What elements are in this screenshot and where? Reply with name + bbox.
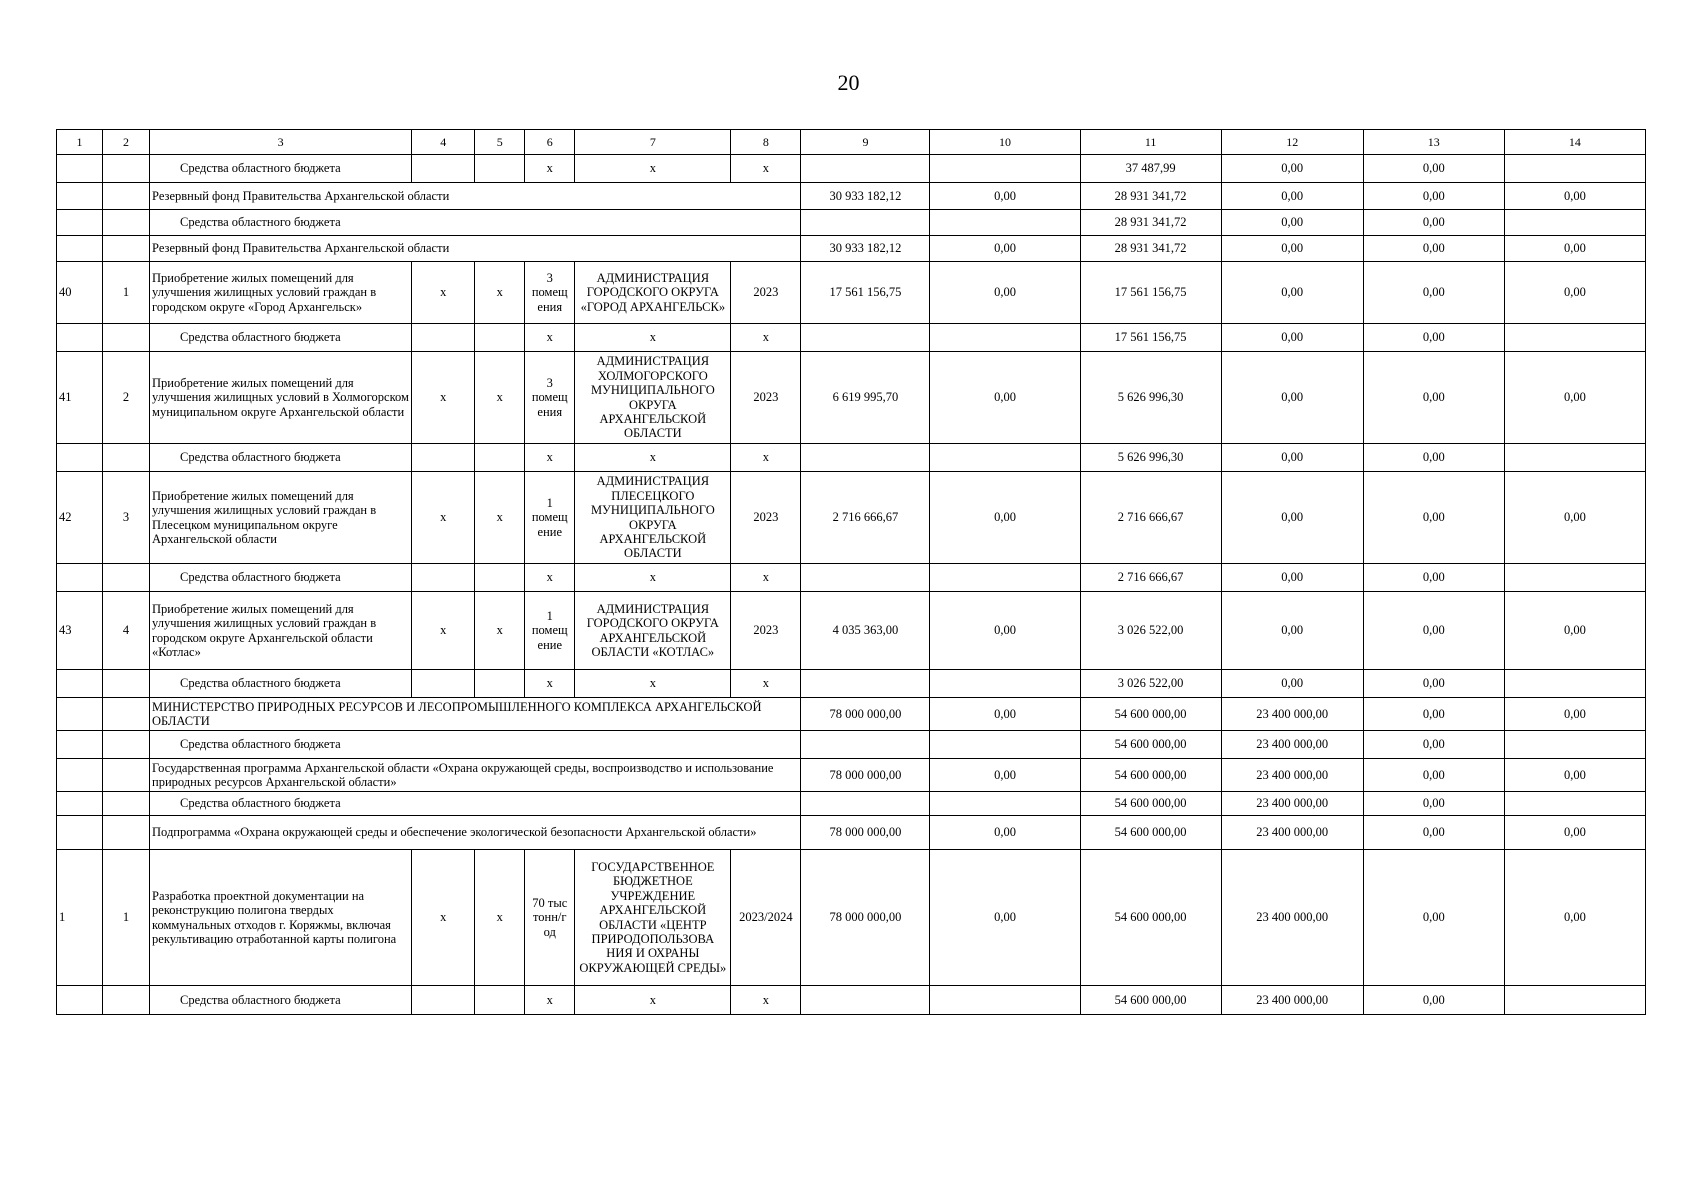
executor-cell: х (575, 155, 731, 183)
amount-cell: 0,00 (1504, 816, 1645, 850)
year-cell: х (731, 155, 801, 183)
sub-number: 4 (103, 592, 150, 670)
amount-cell (930, 792, 1080, 816)
year-cell: х (731, 564, 801, 592)
amount-cell: 23 400 000,00 (1221, 850, 1363, 986)
amount-cell: 0,00 (1221, 670, 1363, 698)
amount-cell: 54 600 000,00 (1080, 986, 1221, 1015)
amount-cell: 0,00 (1504, 759, 1645, 792)
cell-empty (57, 324, 103, 352)
cell-x: х (412, 262, 475, 324)
item-description: Приобретение жилых помещений для улучшения жилищных условий граждан в Плесецком муниципальном округе Архангельской области (150, 472, 412, 564)
cell-x: х (475, 352, 525, 444)
amount-cell (1504, 444, 1645, 472)
amount-cell: 2 716 666,67 (801, 472, 930, 564)
executor-cell: х (575, 324, 731, 352)
amount-cell (930, 986, 1080, 1015)
table-row (57, 850, 1646, 986)
page-number: 20 (837, 70, 860, 95)
amount-cell: 0,00 (1363, 324, 1504, 352)
amount-cell (801, 210, 930, 236)
cell-x: х (475, 262, 525, 324)
cell-empty (412, 564, 475, 592)
cell-empty (57, 564, 103, 592)
amount-cell (930, 670, 1080, 698)
column-number: 13 (1363, 130, 1504, 155)
cell-empty (103, 324, 150, 352)
amount-cell (801, 155, 930, 183)
amount-cell (801, 444, 930, 472)
year-cell: 2023 (731, 262, 801, 324)
amount-cell (1504, 324, 1645, 352)
column-number: 11 (1080, 130, 1221, 155)
table-row (57, 352, 1646, 444)
amount-cell: 0,00 (1221, 444, 1363, 472)
executor-cell: х (575, 564, 731, 592)
cell-empty (475, 986, 525, 1015)
amount-cell: 5 626 996,30 (1080, 352, 1221, 444)
amount-cell: 2 716 666,67 (1080, 472, 1221, 564)
executor-cell: ГОСУДАРСТВЕННОЕ БЮДЖЕТНОЕ УЧРЕЖДЕНИЕ АРХАНГЕЛЬСКОЙ ОБЛАСТИ «ЦЕНТР ПРИРОДОПОЛЬЗОВА НИЯ И ОХРАНЫ ОКРУЖАЮЩЕЙ СРЕДЫ» (575, 850, 731, 986)
item-description: Приобретение жилых помещений для улучшения жилищных условий граждан в городском округе Архангельской области «Котлас» (150, 592, 412, 670)
cell-empty (57, 986, 103, 1015)
amount-cell (930, 444, 1080, 472)
group-title: Резервный фонд Правительства Архангельской области (150, 236, 801, 262)
amount-cell: 0,00 (1504, 352, 1645, 444)
amount-cell: 0,00 (1363, 816, 1504, 850)
amount-cell: 17 561 156,75 (1080, 262, 1221, 324)
cell-empty (57, 759, 103, 792)
cell-empty (103, 670, 150, 698)
amount-cell (930, 564, 1080, 592)
cell-empty (103, 816, 150, 850)
amount-cell: 0,00 (1221, 155, 1363, 183)
capacity-cell: х (525, 324, 575, 352)
amount-cell: 3 026 522,00 (1080, 592, 1221, 670)
amount-cell: 23 400 000,00 (1221, 759, 1363, 792)
cell-empty (57, 670, 103, 698)
table-row (57, 986, 1646, 1015)
amount-cell (930, 155, 1080, 183)
funding-source-label: Средства областного бюджета (150, 670, 412, 698)
table-row (57, 155, 1646, 183)
cell-empty (412, 155, 475, 183)
table-row (57, 236, 1646, 262)
executor-cell: АДМИНИСТРАЦИЯ ГОРОДСКОГО ОКРУГА «ГОРОД АРХАНГЕЛЬСК» (575, 262, 731, 324)
table-row (57, 792, 1646, 816)
amount-cell: 0,00 (1363, 352, 1504, 444)
cell-empty (103, 698, 150, 731)
year-cell: х (731, 986, 801, 1015)
amount-cell: 23 400 000,00 (1221, 792, 1363, 816)
amount-cell: 3 026 522,00 (1080, 670, 1221, 698)
column-number-row (57, 130, 1646, 155)
capacity-cell: 70 тыс тонн/г од (525, 850, 575, 986)
sub-number: 3 (103, 472, 150, 564)
amount-cell: 17 561 156,75 (801, 262, 930, 324)
capacity-cell: 1 помещ ение (525, 592, 575, 670)
amount-cell: 0,00 (1221, 236, 1363, 262)
amount-cell: 78 000 000,00 (801, 759, 930, 792)
year-cell: х (731, 444, 801, 472)
amount-cell (930, 731, 1080, 759)
amount-cell: 0,00 (1363, 262, 1504, 324)
capacity-cell: 1 помещ ение (525, 472, 575, 564)
cell-empty (57, 444, 103, 472)
cell-empty (103, 986, 150, 1015)
row-number: 42 (57, 472, 103, 564)
cell-empty (57, 210, 103, 236)
amount-cell: 0,00 (930, 352, 1080, 444)
table-row (57, 210, 1646, 236)
executor-cell: х (575, 444, 731, 472)
year-cell: х (731, 324, 801, 352)
funding-source-label: Средства областного бюджета (150, 986, 412, 1015)
amount-cell: 6 619 995,70 (801, 352, 930, 444)
amount-cell: 0,00 (1504, 262, 1645, 324)
amount-cell: 0,00 (1504, 592, 1645, 670)
funding-source-label: Средства областного бюджета (150, 731, 801, 759)
cell-x: х (412, 352, 475, 444)
amount-cell: 4 035 363,00 (801, 592, 930, 670)
capacity-cell: х (525, 670, 575, 698)
table-row (57, 262, 1646, 324)
amount-cell (1504, 670, 1645, 698)
amount-cell: 37 487,99 (1080, 155, 1221, 183)
column-number: 1 (57, 130, 103, 155)
sub-number: 1 (103, 262, 150, 324)
cell-empty (57, 698, 103, 731)
table-row (57, 564, 1646, 592)
cell-empty (57, 731, 103, 759)
cell-empty (103, 564, 150, 592)
capacity-cell: 3 помещ ения (525, 262, 575, 324)
amount-cell: 0,00 (1504, 698, 1645, 731)
column-number: 10 (930, 130, 1080, 155)
row-number: 40 (57, 262, 103, 324)
funding-source-label: Средства областного бюджета (150, 444, 412, 472)
amount-cell: 0,00 (930, 236, 1080, 262)
cell-empty (475, 564, 525, 592)
column-number: 14 (1504, 130, 1645, 155)
cell-empty (57, 816, 103, 850)
amount-cell: 0,00 (1221, 262, 1363, 324)
amount-cell: 0,00 (930, 759, 1080, 792)
amount-cell: 0,00 (930, 698, 1080, 731)
group-title: МИНИСТЕРСТВО ПРИРОДНЫХ РЕСУРСОВ И ЛЕСОПРОМЫШЛЕННОГО КОМПЛЕКСА АРХАНГЕЛЬСКОЙ ОБЛАСТИ (150, 698, 801, 731)
column-number: 9 (801, 130, 930, 155)
column-number: 3 (150, 130, 412, 155)
amount-cell: 0,00 (1504, 183, 1645, 210)
table-row (57, 759, 1646, 792)
budget-table (56, 129, 1646, 1015)
amount-cell (1504, 155, 1645, 183)
amount-cell: 78 000 000,00 (801, 816, 930, 850)
cell-x: х (475, 592, 525, 670)
amount-cell (1504, 792, 1645, 816)
amount-cell (801, 792, 930, 816)
table-row (57, 592, 1646, 670)
funding-source-label: Средства областного бюджета (150, 792, 801, 816)
amount-cell (801, 324, 930, 352)
executor-cell: х (575, 986, 731, 1015)
amount-cell: 0,00 (1363, 155, 1504, 183)
year-cell: х (731, 670, 801, 698)
amount-cell: 0,00 (1363, 792, 1504, 816)
funding-source-label: Средства областного бюджета (150, 324, 412, 352)
amount-cell: 0,00 (930, 816, 1080, 850)
cell-x: х (412, 472, 475, 564)
amount-cell: 0,00 (1221, 564, 1363, 592)
amount-cell: 23 400 000,00 (1221, 731, 1363, 759)
column-number: 5 (475, 130, 525, 155)
amount-cell: 54 600 000,00 (1080, 759, 1221, 792)
cell-empty (412, 324, 475, 352)
sub-number: 1 (103, 850, 150, 986)
column-number: 6 (525, 130, 575, 155)
amount-cell: 0,00 (1363, 670, 1504, 698)
amount-cell: 0,00 (930, 183, 1080, 210)
capacity-cell: х (525, 155, 575, 183)
column-number: 4 (412, 130, 475, 155)
amount-cell: 2 716 666,67 (1080, 564, 1221, 592)
amount-cell: 0,00 (930, 592, 1080, 670)
amount-cell (1504, 731, 1645, 759)
executor-cell: АДМИНИСТРАЦИЯ ГОРОДСКОГО ОКРУГА АРХАНГЕЛЬСКОЙ ОБЛАСТИ «КОТЛАС» (575, 592, 731, 670)
amount-cell: 54 600 000,00 (1080, 698, 1221, 731)
amount-cell (801, 564, 930, 592)
sub-number: 2 (103, 352, 150, 444)
amount-cell: 0,00 (1363, 759, 1504, 792)
cell-x: х (475, 472, 525, 564)
amount-cell: 0,00 (1363, 472, 1504, 564)
cell-empty (103, 183, 150, 210)
amount-cell: 0,00 (1363, 986, 1504, 1015)
amount-cell: 0,00 (1221, 472, 1363, 564)
amount-cell: 5 626 996,30 (1080, 444, 1221, 472)
amount-cell: 0,00 (1221, 592, 1363, 670)
amount-cell: 28 931 341,72 (1080, 210, 1221, 236)
cell-empty (475, 155, 525, 183)
amount-cell: 0,00 (1363, 698, 1504, 731)
table-row (57, 444, 1646, 472)
column-number: 7 (575, 130, 731, 155)
amount-cell: 23 400 000,00 (1221, 986, 1363, 1015)
amount-cell (930, 210, 1080, 236)
cell-empty (475, 324, 525, 352)
cell-empty (57, 236, 103, 262)
amount-cell: 30 933 182,12 (801, 236, 930, 262)
funding-source-label: Средства областного бюджета (150, 210, 801, 236)
group-title: Резервный фонд Правительства Архангельской области (150, 183, 801, 210)
amount-cell: 0,00 (1363, 850, 1504, 986)
amount-cell: 78 000 000,00 (801, 850, 930, 986)
cell-empty (57, 183, 103, 210)
item-description: Разработка проектной документации на реконструкцию полигона твердых коммунальных отходов г. Коряжмы, включая рекультивацию отработанной карты полигона (150, 850, 412, 986)
item-description: Приобретение жилых помещений для улучшения жилищных условий граждан в городском округе «Город Архангельск» (150, 262, 412, 324)
amount-cell: 23 400 000,00 (1221, 816, 1363, 850)
executor-cell: АДМИНИСТРАЦИЯ ПЛЕСЕЦКОГО МУНИЦИПАЛЬНОГО ОКРУГА АРХАНГЕЛЬСКОЙ ОБЛАСТИ (575, 472, 731, 564)
cell-x: х (412, 850, 475, 986)
column-number: 8 (731, 130, 801, 155)
amount-cell: 0,00 (1221, 324, 1363, 352)
cell-x: х (475, 850, 525, 986)
cell-empty (103, 236, 150, 262)
amount-cell (801, 670, 930, 698)
amount-cell (801, 731, 930, 759)
cell-empty (103, 759, 150, 792)
capacity-cell: х (525, 986, 575, 1015)
table-row (57, 731, 1646, 759)
cell-empty (412, 670, 475, 698)
amount-cell (1504, 986, 1645, 1015)
cell-empty (412, 986, 475, 1015)
amount-cell (1504, 564, 1645, 592)
capacity-cell: х (525, 564, 575, 592)
amount-cell: 54 600 000,00 (1080, 850, 1221, 986)
column-number: 2 (103, 130, 150, 155)
amount-cell: 0,00 (1504, 236, 1645, 262)
cell-empty (57, 792, 103, 816)
group-title: Государственная программа Архангельской области «Охрана окружающей среды, воспроизводство и использование природных ресурсов Архангельской области» (150, 759, 801, 792)
executor-cell: х (575, 670, 731, 698)
cell-empty (103, 444, 150, 472)
amount-cell (930, 324, 1080, 352)
year-cell: 2023 (731, 352, 801, 444)
table-row (57, 183, 1646, 210)
amount-cell (801, 986, 930, 1015)
funding-source-label: Средства областного бюджета (150, 155, 412, 183)
amount-cell: 0,00 (1363, 592, 1504, 670)
amount-cell: 78 000 000,00 (801, 698, 930, 731)
amount-cell: 54 600 000,00 (1080, 792, 1221, 816)
amount-cell: 23 400 000,00 (1221, 698, 1363, 731)
cell-empty (103, 731, 150, 759)
amount-cell: 0,00 (930, 472, 1080, 564)
amount-cell: 54 600 000,00 (1080, 816, 1221, 850)
row-number: 1 (57, 850, 103, 986)
amount-cell: 0,00 (1363, 183, 1504, 210)
cell-empty (103, 155, 150, 183)
amount-cell: 0,00 (930, 850, 1080, 986)
year-cell: 2023 (731, 592, 801, 670)
amount-cell: 0,00 (1363, 444, 1504, 472)
capacity-cell: 3 помещ ения (525, 352, 575, 444)
amount-cell: 30 933 182,12 (801, 183, 930, 210)
amount-cell: 0,00 (1363, 210, 1504, 236)
amount-cell: 17 561 156,75 (1080, 324, 1221, 352)
capacity-cell: х (525, 444, 575, 472)
amount-cell: 0,00 (1504, 850, 1645, 986)
cell-empty (103, 792, 150, 816)
table-row (57, 816, 1646, 850)
amount-cell: 28 931 341,72 (1080, 183, 1221, 210)
cell-empty (103, 210, 150, 236)
table-row (57, 670, 1646, 698)
executor-cell: АДМИНИСТРАЦИЯ ХОЛМОГОРСКОГО МУНИЦИПАЛЬНОГО ОКРУГА АРХАНГЕЛЬСКОЙ ОБЛАСТИ (575, 352, 731, 444)
item-description: Приобретение жилых помещений для улучшения жилищных условий в Холмогорском муниципальном округе Архангельской области (150, 352, 412, 444)
amount-cell: 0,00 (1221, 352, 1363, 444)
amount-cell: 0,00 (1221, 183, 1363, 210)
amount-cell: 54 600 000,00 (1080, 731, 1221, 759)
column-number: 12 (1221, 130, 1363, 155)
amount-cell: 0,00 (930, 262, 1080, 324)
cell-x: х (412, 592, 475, 670)
table-row (57, 324, 1646, 352)
amount-cell: 0,00 (1363, 564, 1504, 592)
cell-empty (475, 444, 525, 472)
table-row (57, 472, 1646, 564)
amount-cell: 0,00 (1363, 236, 1504, 262)
row-number: 43 (57, 592, 103, 670)
amount-cell: 28 931 341,72 (1080, 236, 1221, 262)
funding-source-label: Средства областного бюджета (150, 564, 412, 592)
amount-cell (1504, 210, 1645, 236)
table-row (57, 698, 1646, 731)
year-cell: 2023/2024 (731, 850, 801, 986)
cell-empty (475, 670, 525, 698)
amount-cell: 0,00 (1504, 472, 1645, 564)
amount-cell: 0,00 (1221, 210, 1363, 236)
amount-cell: 0,00 (1363, 731, 1504, 759)
group-title: Подпрограмма «Охрана окружающей среды и обеспечение экологической безопасности Архангельской области» (150, 816, 801, 850)
year-cell: 2023 (731, 472, 801, 564)
row-number: 41 (57, 352, 103, 444)
cell-empty (57, 155, 103, 183)
cell-empty (412, 444, 475, 472)
